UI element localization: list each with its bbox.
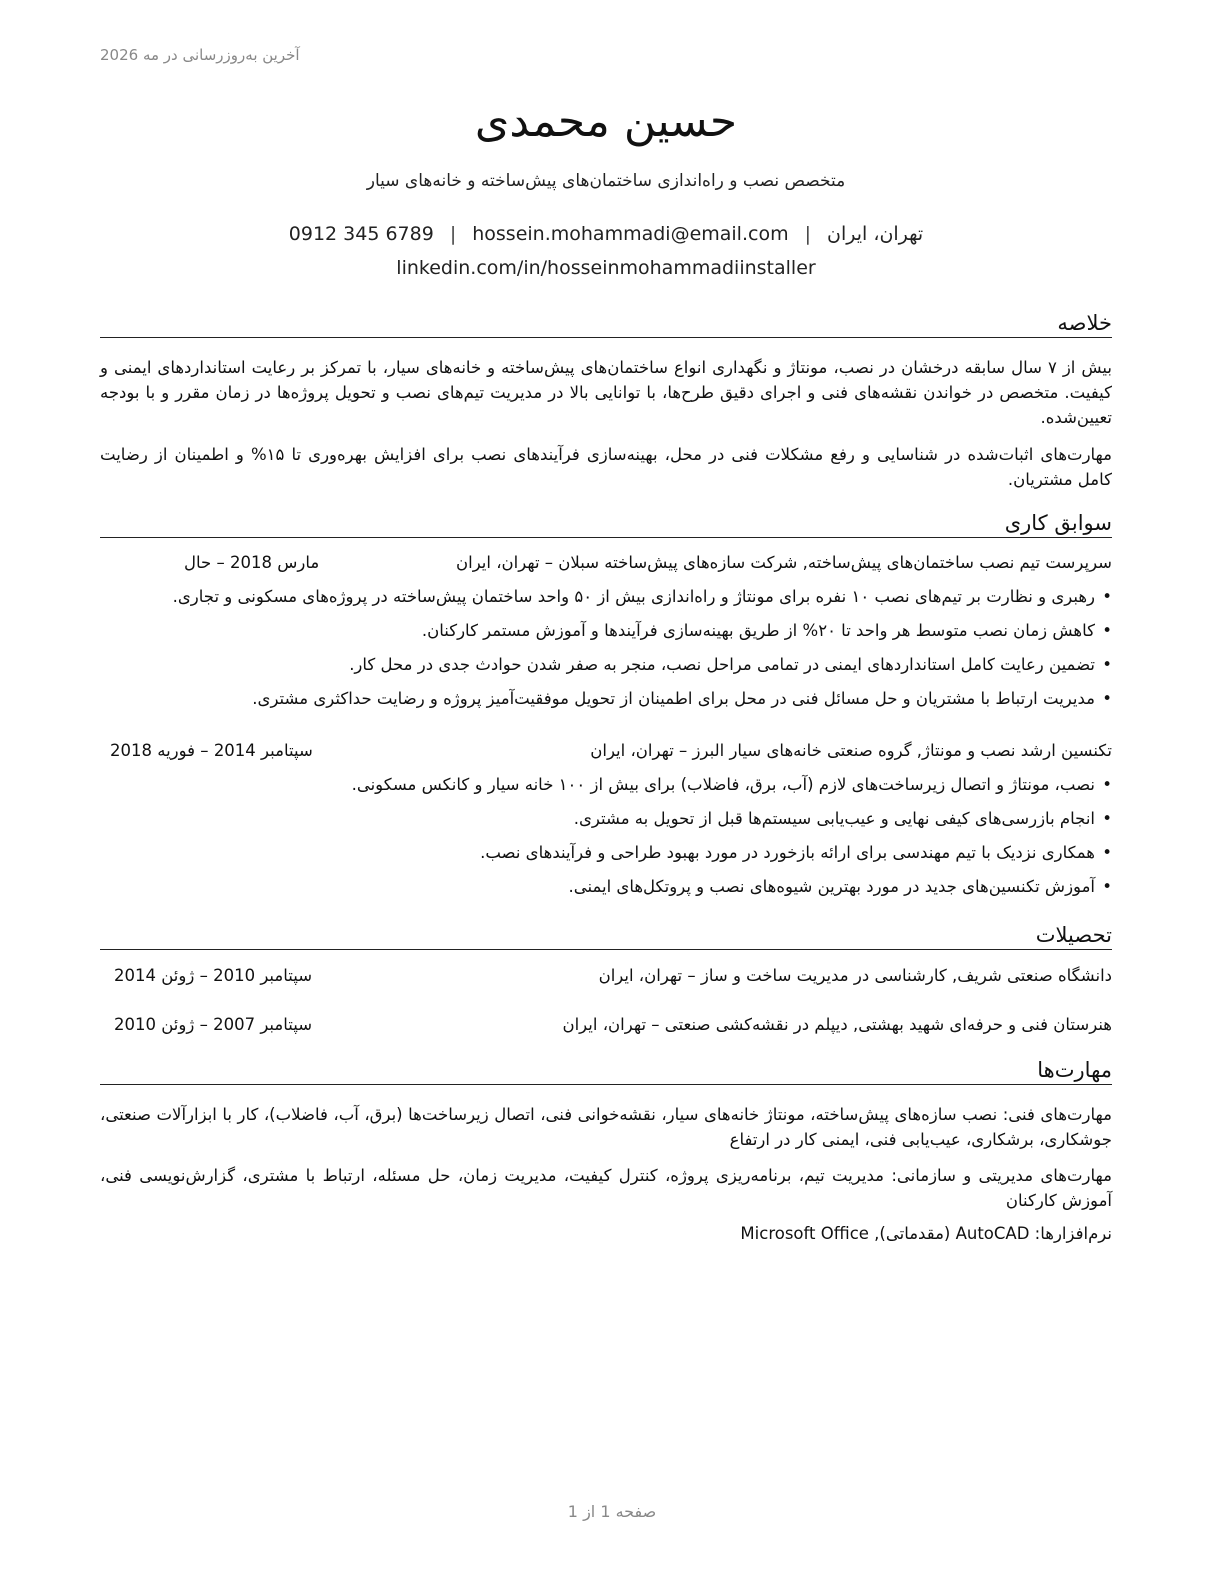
education-item	[100, 1015, 1112, 1041]
linkedin-link[interactable]: linkedin.com/in/hosseinmohammadiinstaller	[396, 257, 816, 279]
skills-title: مهارت‌ها	[100, 1058, 1112, 1085]
candidate-name: حسین محمدی	[474, 96, 738, 147]
list-item: • انجام بازرسی‌های کیفی نهایی و عیب‌یابی سیستم‌ها قبل از تحویل به مشتری.	[573, 809, 1112, 828]
job-header	[100, 553, 1112, 579]
summary-paragraph: مهارت‌های اثبات‌شده در شناسایی و رفع مشکلات فنی در محل، بهینه‌سازی فرآیندهای نصب برای افزایش بهره‌وری تا ۱۵% و اطمینان از رضایت کامل مشتریان.	[100, 445, 1113, 489]
education-item	[100, 966, 1112, 992]
list-item: • نصب، مونتاژ و اتصال زیرساخت‌های لازم (آب، برق، فاضلاب) برای بیش از ۱۰۰ خانه سیار و کانکس مسکونی.	[351, 775, 1112, 794]
job-dates: سپتامبر 2014 – فوریه 2018	[110, 741, 313, 760]
phone-text: 0912 345 6789	[288, 223, 434, 245]
candidate-headline: متخصص نصب و راه‌اندازی ساختمان‌های پیش‌ساخته و خانه‌های سیار	[366, 171, 846, 191]
job-dates: مارس 2018 – حال	[184, 553, 320, 572]
skills-technical: مهارت‌های فنی: نصب سازه‌های پیش‌ساخته، مونتاژ خانه‌های سیار، نقشه‌خوانی فنی، اتصال زیرساخت‌ها (برق، آب، فاضلاب)، کار با ابزارآلات صنعتی، جوشکاری، برشکاری، عیب‌یابی فنی، ایمنی کار در ارتفاع	[100, 1105, 1112, 1149]
education-title: تحصیلات	[100, 923, 1112, 950]
page-number: صفحه 1 از 1	[567, 1502, 657, 1521]
separator: |	[804, 223, 811, 245]
last-updated-note: آخرین به‌روزرسانی در مه 2026	[100, 46, 300, 64]
email-link[interactable]: hossein.mohammadi@email.com	[472, 223, 789, 245]
education-dates: سپتامبر 2007 – ژوئن 2010	[114, 1015, 313, 1034]
resume-page	[100, 0, 1112, 1584]
list-item: • مدیریت ارتباط با مشتریان و حل مسائل فنی در محل برای اطمینان از تحویل موفقیت‌آمیز پروژه و رضایت حداکثری مشتری.	[252, 689, 1112, 708]
list-item: • همکاری نزدیک با تیم مهندسی برای ارائه بازخورد در مورد بهبود طراحی و فرآیندهای نصب.	[480, 843, 1112, 862]
skills-management: مهارت‌های مدیریتی و سازمانی: مدیریت تیم، برنامه‌ریزی پروژه، کنترل کیفیت، مدیریت زمان، حل مسئله، ارتباط با مشتری، گزارش‌نویسی فنی، آموزش کارکنان	[100, 1166, 1112, 1210]
summary-title: خلاصه	[100, 311, 1112, 338]
experience-title: سوابق کاری	[100, 511, 1112, 538]
job-heading: سرپرست تیم نصب ساختمان‌های پیش‌ساخته, شرکت سازه‌های پیش‌ساخته سبلان – تهران، ایران	[456, 553, 1112, 572]
job-header	[100, 741, 1112, 767]
job-bullets	[94, 584, 1112, 720]
job-heading: تکنسین ارشد نصب و مونتاژ, گروه صنعتی خانه‌های سیار البرز – تهران، ایران	[590, 741, 1112, 760]
education-heading: هنرستان فنی و حرفه‌ای شهید بهشتی, دیپلم در نقشه‌کشی صنعتی – تهران، ایران	[562, 1015, 1112, 1034]
education-heading: دانشگاه صنعتی شریف, کارشناسی در مدیریت ساخت و ساز – تهران، ایران	[598, 966, 1112, 985]
contact-line	[100, 223, 1112, 245]
location-text: تهران، ایران	[827, 223, 924, 245]
list-item: • آموزش تکنسین‌های جدید در مورد بهترین شیوه‌های نصب و پروتکل‌های ایمنی.	[568, 877, 1112, 896]
separator: |	[449, 223, 457, 245]
list-item: • کاهش زمان نصب متوسط هر واحد تا ۲۰% از طریق بهینه‌سازی فرآیندها و آموزش مستمر کارکنان.	[421, 621, 1112, 640]
skills-software: نرم‌افزارها: AutoCAD (مقدماتی), Microsoft Office	[740, 1224, 1112, 1243]
education-dates: سپتامبر 2010 – ژوئن 2014	[114, 966, 313, 985]
job-bullets	[94, 772, 1112, 908]
list-item: • تضمین رعایت کامل استانداردهای ایمنی در تمامی مراحل نصب، منجر به صفر شدن حوادث جدی در محل کار.	[349, 655, 1112, 674]
summary-paragraph: بیش از ۷ سال سابقه درخشان در نصب، مونتاژ و نگهداری انواع ساختمان‌های پیش‌ساخته و خانه‌های سیار، با تمرکز بر رعایت استانداردهای ایمنی و کیفیت. متخصص در خواندن نقشه‌های فنی و اجرای دقیق طرح‌ها، با توانایی بالا در مدیریت تیم‌های نصب و تحویل پروژه‌ها در زمان مقرر و با بودجه تعیین‌شده.	[100, 358, 1112, 427]
list-item: • رهبری و نظارت بر تیم‌های نصب ۱۰ نفره برای مونتاژ و راه‌اندازی بیش از ۵۰ واحد ساختمان پیش‌ساخته در پروژه‌های مسکونی و تجاری.	[172, 587, 1112, 606]
